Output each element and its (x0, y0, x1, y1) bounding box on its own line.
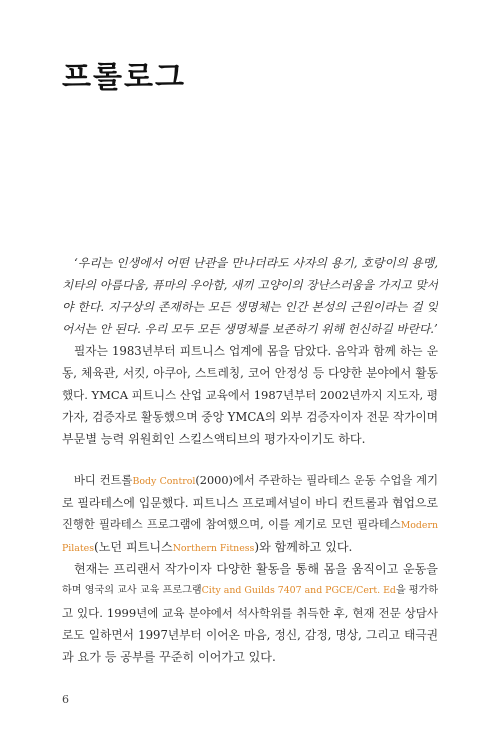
paragraph-line: 필자는 1983년부터 피트니스 업계에 몸을 담았다. 음악과 함께 하는 운 (74, 344, 438, 358)
quote-line: 어서는 안 된다. 우리 모두 모든 생명체를 보존하기 위해 헌신하길 바란다.’ (62, 322, 438, 336)
paragraph-line: 현재는 프리랜서 작가이자 다양한 활동을 통해 몸을 움직이고 운동을 (74, 562, 438, 576)
quote-line: 야 한다. 지구상의 존재하는 모든 생명체는 인간 본성의 근원이라는 걸 잊 (62, 300, 438, 314)
text-run: )와 함께하고 있다. (254, 540, 353, 554)
page-title: 프롤로그 (62, 60, 186, 95)
quote-line: ‘우리는 인생에서 어떤 난관을 만나더라도 사자의 용기, 호랑이의 용맹, (74, 256, 438, 270)
english-term-annotation: Body Control (132, 476, 196, 487)
text-run: (2000)에서 주관하는 필라테스 운동 수업을 계기 (195, 474, 438, 487)
english-term-annotation: Northern Fitness (172, 543, 255, 554)
english-term-annotation: Pilates (62, 543, 95, 554)
paragraph-line: 로도 일하면서 1997년부터 이어온 마음, 정신, 감정, 명상, 그리고 태극권 (62, 628, 438, 642)
paragraph-line: 했다. YMCA 피트니스 산업 교육에서 1987년부터 2002년까지 지도자, 평 (62, 388, 438, 402)
paragraph-line (62, 580, 438, 602)
paragraph-line (62, 536, 438, 558)
text-run: 진행한 필라테스 프로그램에 참여했으며, 이를 계기로 모던 필라테스 (62, 518, 401, 531)
paragraph-line: 부문별 능력 위원회인 스킬스액티브의 평가자이기도 하다. (62, 432, 366, 446)
paragraph-line (62, 470, 438, 492)
text-run: 을 평가하 (395, 585, 438, 596)
paragraph-line: 과 요가 등 공부를 꾸준히 이어가고 있다. (62, 650, 276, 664)
paragraph-line: 고 있다. 1999년에 교육 분야에서 석사학위를 취득한 후, 현재 전문 상담사 (62, 606, 438, 620)
text-run: (노던 피트니스 (94, 540, 173, 554)
paragraph-gap (62, 450, 438, 470)
body-text (62, 252, 438, 668)
page-number: 6 (62, 693, 69, 706)
english-term-annotation: Modern (400, 520, 438, 531)
paragraph-line (62, 514, 438, 536)
text-run: 바디 컨트롤 (74, 474, 133, 487)
paragraph-line: 로 필라테스에 입문했다. 피트니스 프로페셔널이 바디 컨트롤과 협업으로 (62, 496, 438, 510)
paragraph-line: 가자, 검증자로 활동했으며 중앙 YMCA의 외부 검증자이자 전문 작가이며 (62, 410, 438, 424)
text-run: 하며 영국의 교사 교육 프로그램 (62, 585, 202, 596)
english-term-annotation: City and Guilds 7407 and PGCE/Cert. Ed (201, 585, 396, 596)
quote-line: 치타의 아름다움, 퓨마의 우아함, 새끼 고양이의 장난스러움을 가지고 맞서 (62, 278, 438, 292)
paragraph-line: 동, 체육관, 서킷, 아쿠아, 스트레칭, 코어 안정성 등 다양한 분야에서 활동 (62, 366, 438, 380)
